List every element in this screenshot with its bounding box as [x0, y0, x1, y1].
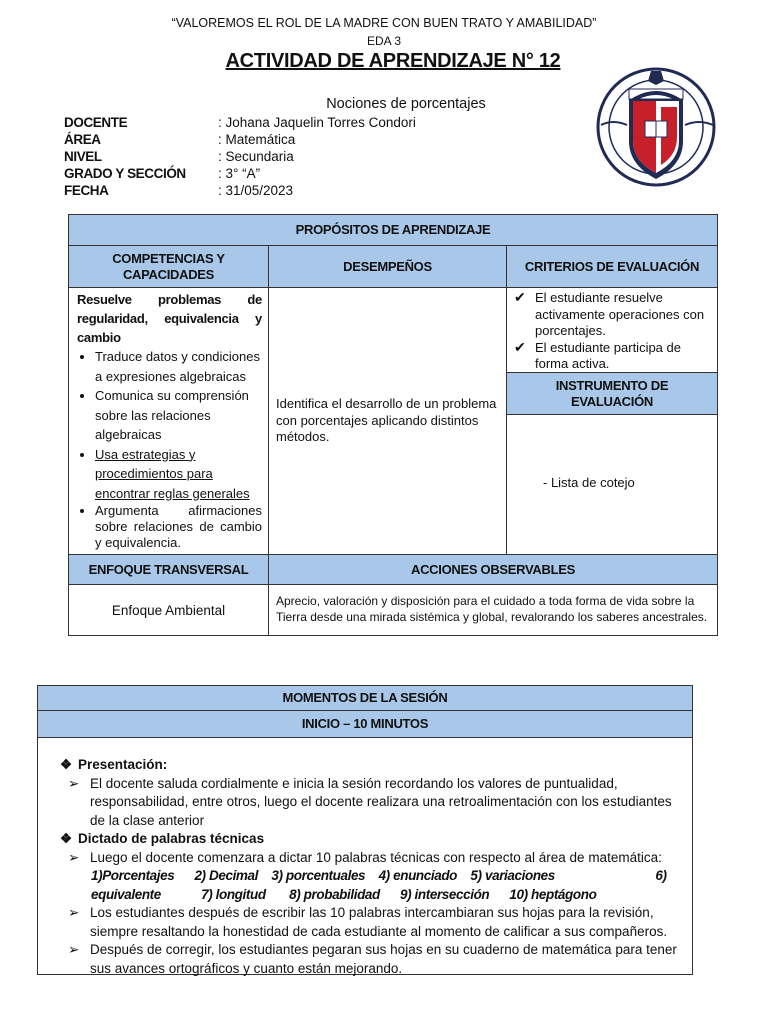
enfoque-text: Enfoque Ambiental [111, 602, 226, 618]
page-title: ACTIVIDAD DE APRENDIZAJE N° 12 [225, 50, 561, 72]
dictado-title: Dictado de palabras técnicas [78, 831, 265, 846]
enfoque-cell [68, 584, 269, 636]
header-instrumento: INSTRUMENTO DE EVALUACIÓN [506, 372, 718, 415]
info-value: : Secundaria [218, 149, 294, 164]
info-row-docente [64, 114, 416, 131]
inicio-title: INICIO – 10 MINUTOS [37, 710, 693, 738]
dictado-intro: Luego el docente comenzara a dictar 10 palabras técnicas con respecto al área de matemática: [90, 849, 662, 865]
purposes-table [68, 214, 718, 636]
info-label: DOCENTE [64, 115, 128, 130]
info-label: ÁREA [64, 132, 101, 147]
paso-text: Después de corregir, los estudiantes pegaran sus hojas en su cuaderno de matemática para tener sus avances ortográficos y cuanto están mejorando. [90, 942, 677, 976]
info-value: : 31/05/2023 [218, 183, 294, 198]
competencia-line: cambio [77, 330, 121, 345]
info-value: : Matemática [218, 132, 296, 147]
criterio-text: El estudiante participa de forma activa. [535, 339, 681, 371]
info-value: : 3° “A” [218, 166, 261, 181]
desempeno-cell [268, 287, 507, 555]
capacidad-item: • Comunica su comprensión sobre las relaciones algebraicas [95, 386, 262, 445]
acciones-cell [268, 584, 718, 636]
header-competencias: COMPETENCIAS Y CAPACIDADES [68, 245, 269, 288]
info-row-area [64, 131, 416, 148]
competencia-line: Resuelve problemas de [77, 292, 262, 307]
info-block [64, 114, 416, 199]
capacidad-item: • Traduce datos y condiciones a expresiones algebraicas [95, 347, 262, 386]
motto-text: “VALOREMOS EL ROL DE LA MADRE CON BUEN TRATO Y AMABILIDAD” [171, 16, 597, 30]
header-desempenos: DESEMPEÑOS [268, 245, 507, 288]
info-row-fecha [64, 182, 416, 199]
desempeno-text: Identifica el desarrollo de un problema con porcentajes aplicando distintos métodos. [276, 396, 497, 445]
arrow-bullet-icon: ➢ [68, 942, 80, 957]
info-label: GRADO Y SECCIÓN [64, 166, 186, 181]
info-label: FECHA [64, 183, 109, 198]
header-acciones: ACCIONES OBSERVABLES [268, 554, 718, 585]
arrow-bullet-icon: ➢ [68, 775, 80, 791]
criterio-item [512, 340, 707, 373]
header-enfoque: ENFOQUE TRANSVERSAL [68, 554, 269, 585]
capacidad-item: • Argumenta afirmaciones sobre relaciones de cambio y equivalencia. [95, 503, 262, 551]
check-icon: ✔ [514, 338, 526, 355]
school-crest-logo [593, 63, 723, 191]
purposes-title: PROPÓSITOS DE APRENDIZAJE [68, 214, 718, 246]
arrow-bullet-icon: ➢ [68, 849, 80, 865]
presentacion-title: Presentación: [78, 757, 168, 772]
diamond-bullet-icon: ❖ [60, 757, 73, 772]
info-row-nivel [64, 148, 416, 165]
instrumento-text: - Lista de cotejo [543, 475, 635, 490]
words-line: equivalente 7) longitud 8) probabilidad 9) intersección 10) heptágono [91, 886, 597, 902]
paso-item [60, 904, 684, 941]
words-line: 1)Porcentajes 2) Decimal 3) porcentuales 4) enunciado 5) variaciones 6) [91, 868, 667, 883]
instrumento-cell [506, 414, 718, 555]
presentacion-item [60, 775, 684, 831]
eda-label: EDA 3 [366, 34, 402, 48]
dictado-heading [60, 830, 684, 849]
capacidad-item: • Usa estrategias y procedimientos para encontrar reglas generales [95, 445, 262, 504]
paso-text: Los estudiantes después de escribir las 10 palabras intercambiaran sus hojas para la revisión, siempre resaltando la honestidad de cada estudiante al momento de calificar a sus compañeros. [90, 905, 668, 939]
dictado-item [60, 849, 684, 868]
criterio-item [512, 290, 707, 340]
paso-item [60, 941, 684, 978]
arrow-bullet-icon: ➢ [68, 905, 80, 920]
acciones-text: Aprecio, valoración y disposición para el cuidado a toda forma de vida sobre la Tierra desde una mirada sistémica y global, revalorando los saberes ancestrales. [276, 594, 708, 624]
criterios-cell [506, 287, 718, 373]
diamond-bullet-icon: ❖ [60, 831, 73, 846]
check-icon: ✔ [514, 289, 526, 305]
criterio-text: El estudiante resuelve activamente operaciones con porcentajes. [535, 290, 705, 338]
info-row-grado [64, 165, 416, 182]
criterios-list [512, 290, 707, 373]
presentacion-heading [60, 756, 684, 775]
competencia-line: regularidad, equivalencia y [77, 311, 262, 326]
info-value: : Johana Jaquelin Torres Condori [218, 115, 416, 130]
competencias-cell [68, 287, 269, 555]
page-subtitle: Nociones de porcentajes [326, 96, 486, 112]
inicio-content [37, 737, 693, 975]
session-table [37, 685, 693, 975]
presentacion-text: El docente saluda cordialmente e inicia la sesión recordando los valores de puntualidad, responsabilidad, entre otros, luego el docente realizara una retroalimentación con los estudiantes de la clase anterior [90, 775, 672, 828]
session-title: MOMENTOS DE LA SESIÓN [37, 685, 693, 711]
capacidades-list [77, 347, 262, 551]
header-criterios: CRITERIOS DE EVALUACIÓN [506, 245, 718, 288]
info-label: NIVEL [64, 149, 102, 164]
